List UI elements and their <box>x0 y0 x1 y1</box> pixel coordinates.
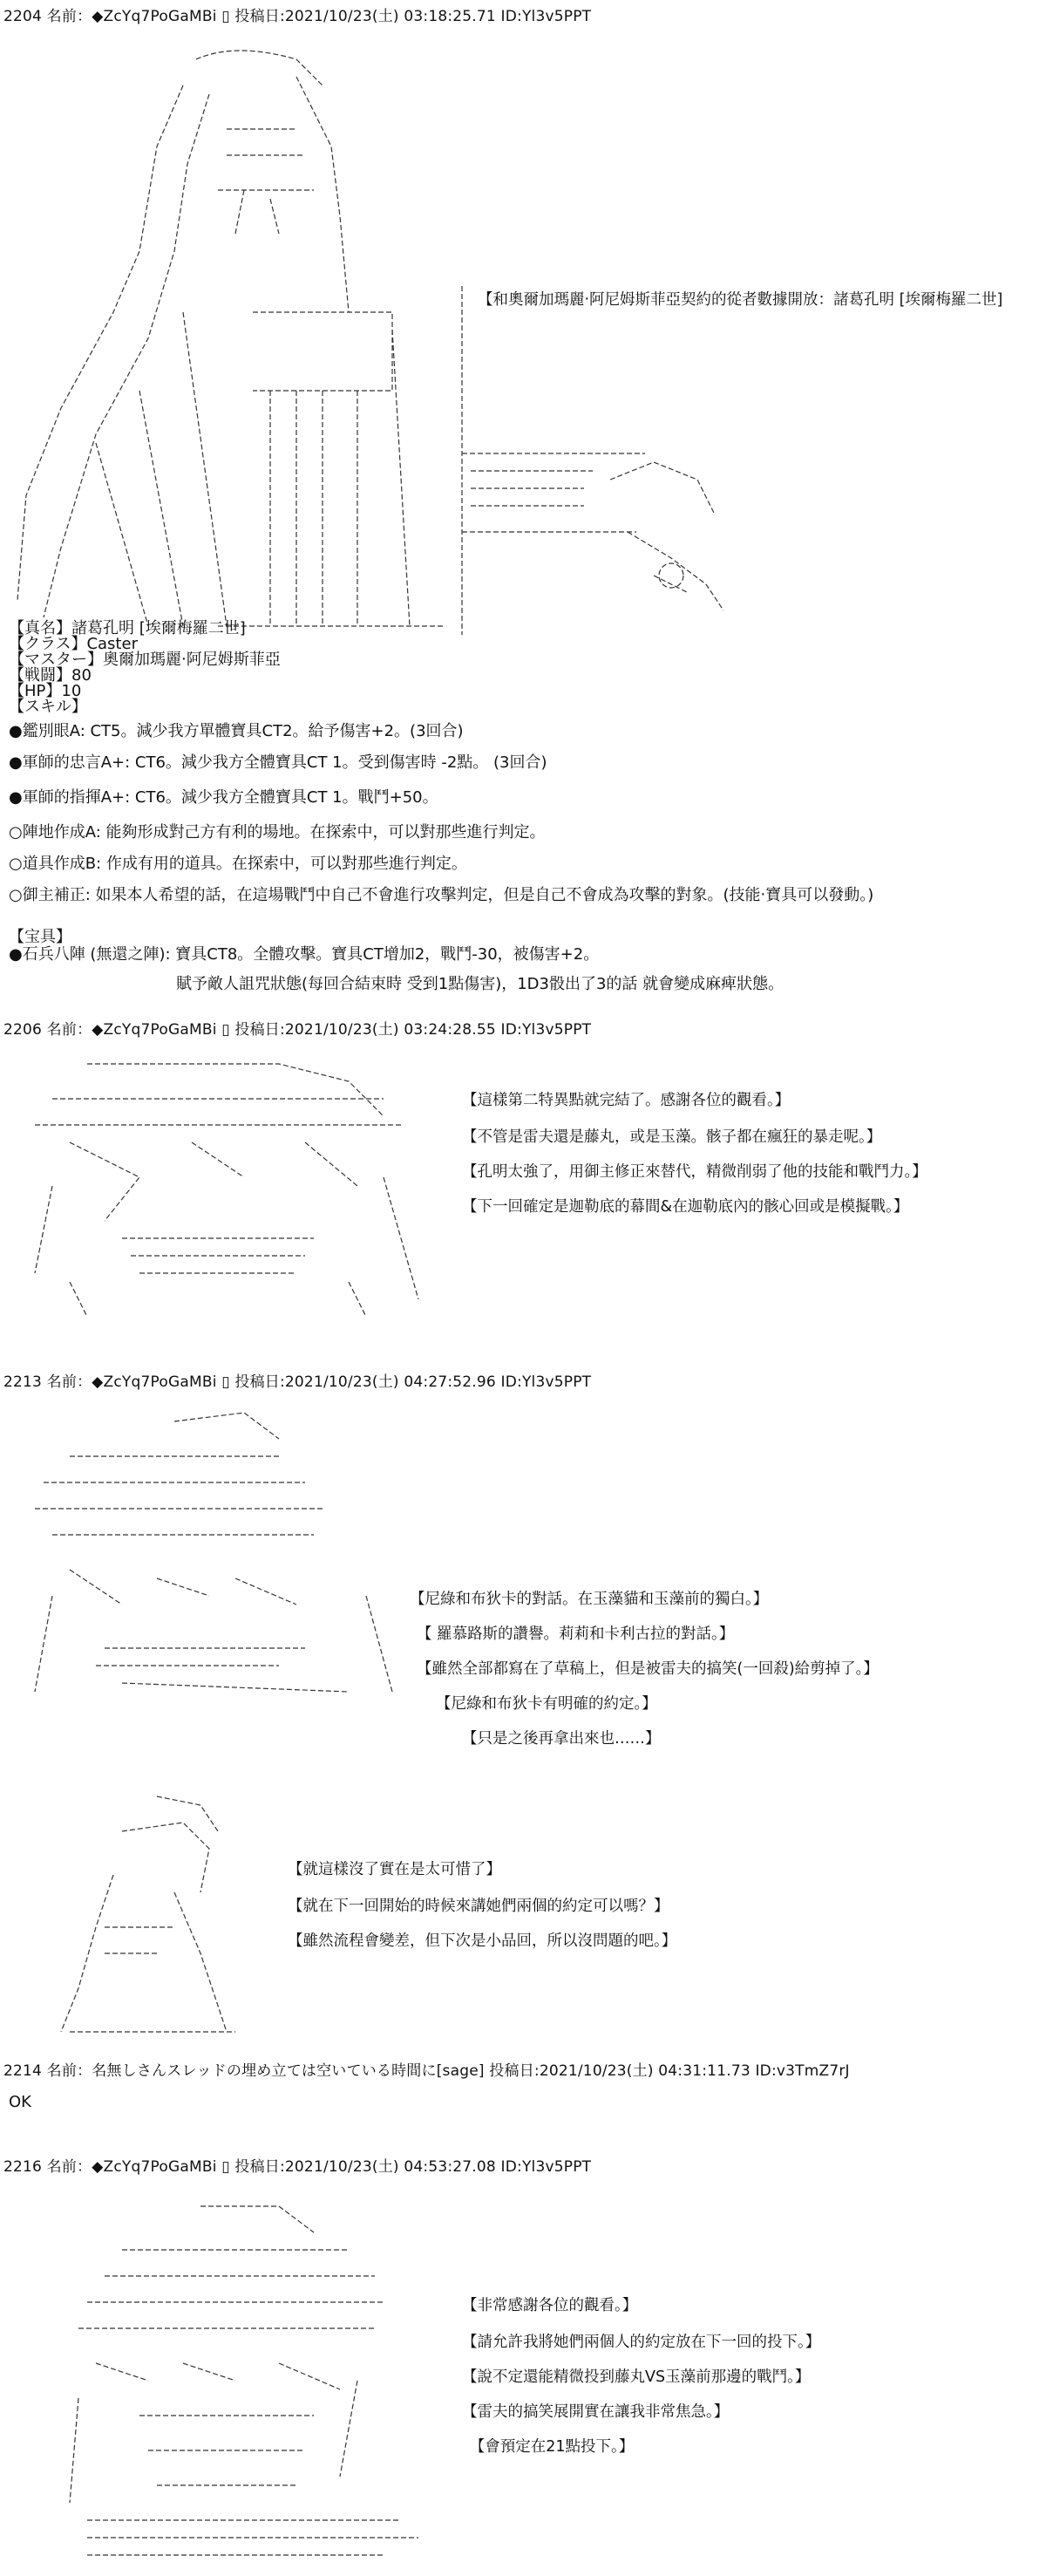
post-dialog-line: 【尼綠和布狄卡的對話。在玉藻貓和玉藻前的獨白。】 <box>410 1591 769 1608</box>
post-dialog-line: 【不管是雷夫還是藤丸，或是玉藻。骸子都在瘋狂的暴走呢。】 <box>462 1128 882 1146</box>
skill-line: ●軍師的忠言A+: CT6。減少我方全體寶具CT 1。受到傷害時 -2點。 (3回合) <box>9 753 547 772</box>
ascii-art-character <box>9 24 497 635</box>
post-dialog-line: 【雖然全部都寫在了草稿上，但是被雷夫的搞笑(一回殺)給剪掉了。】 <box>417 1660 879 1678</box>
post-header: 2216 名前：◆ZcYq7PoGaMBi ▯ 投稿日:2021/10/23(土) 04:53:27.08 ID:Yl3v5PPT <box>3 2158 592 2176</box>
post-header: 2206 名前：◆ZcYq7PoGaMBi ▯ 投稿日:2021/10/23(土) 03:24:28.55 ID:Yl3v5PPT <box>3 1021 592 1039</box>
ascii-art-character <box>17 1404 418 1735</box>
post-dialog-line: 【說不定還能精微投到藤丸VS玉藻前那邊的戰鬥。】 <box>462 2368 811 2386</box>
post-dialog-line: 【只是之後再拿出來也……】 <box>462 1730 661 1748</box>
noble-phantasm-heading: 【宝具】 <box>9 928 71 946</box>
post-dialog-line: 【孔明太強了，用御主修正來替代，精微削弱了他的技能和戰鬥力。】 <box>462 1163 927 1181</box>
noble-phantasm-line: 賦予敵人詛咒狀態(每回合結束時 受到1點傷害)，1D3骰出了3的話 就會變成麻痺狀態。 <box>113 975 784 993</box>
ascii-art-character <box>52 2189 453 2564</box>
post-dialog-line: 【這樣第二特異點就完結了。感謝各位的觀看。】 <box>462 1092 791 1109</box>
post-dialog-line: 【尼綠和布狄卡有明確的約定。】 <box>436 1695 657 1713</box>
skill-line: ○御主補正: 如果本人希望的話，在這場戰鬥中自己不會進行攻擊判定，但是自己不會成為攻擊的對象。(技能‧寶具可以發動。) <box>9 886 874 904</box>
skill-line: ○道具作成B: 作成有用的道具。在探索中，可以對那些進行判定。 <box>9 855 467 873</box>
post-dialog-line: 【 羅慕路斯的讚譽。莉莉和卡利古拉的對話。】 <box>417 1625 735 1643</box>
status-line: 【真名】諸葛孔明 [埃爾梅羅二世] <box>9 619 246 637</box>
status-line: 【マスター】奧爾加瑪麗‧阿尼姆斯菲亞 <box>9 651 281 669</box>
post-dialog-line: 【會預定在21點投下。】 <box>462 2438 635 2456</box>
post-dialog-line: 【就在下一回開始的時候來講她們兩個的約定可以嗎？】 <box>288 1898 669 1915</box>
post-header: 2214 名前：名無しさんスレッドの埋め立ては空いている時間に[sage] 投稿日:2021/10/23(土) 04:31:11.73 ID:v3TmZ7rJ <box>3 2062 850 2080</box>
post-dialog-line: 【非常感謝各位的觀看。】 <box>462 2297 638 2314</box>
post-dialog-line: 【雖然流程會變差，但下次是小品回，所以沒問題的吧。】 <box>288 1932 677 1950</box>
post-dialog-line: 【和奧爾加瑪麗‧阿尼姆斯菲亞契約的從者數據開放：諸葛孔明 [埃爾梅羅二世] <box>478 291 1003 309</box>
noble-phantasm-line: ●石兵八陣 (無還之陣): 寶具CT8。全體攻擊。寶具CT增加2，戰鬥-30，被傷害+2。 <box>9 945 600 964</box>
post-dialog-line: 【下一回確定是迦勒底的幕間&在迦勒底內的骸心回或是模擬戰。】 <box>462 1198 909 1216</box>
post-dialog-line: 【請允許我將她們兩個人的約定放在下一回的投下。】 <box>462 2334 821 2351</box>
skill-line: ●鑑別眼A: CT5。減少我方單體寶具CT2。給予傷害+2。(3回合) <box>9 722 464 740</box>
ascii-art-character <box>17 1046 445 1325</box>
status-line: 【スキル】 <box>9 698 87 716</box>
post-dialog-line: 【就這樣沒了實在是太可惜了】 <box>288 1861 501 1878</box>
post-header: 2213 名前：◆ZcYq7PoGaMBi ▯ 投稿日:2021/10/23(土) 04:27:52.96 ID:Yl3v5PPT <box>3 1373 592 1391</box>
ascii-art-pipe-hand <box>453 401 732 619</box>
ascii-art-character-small <box>26 1779 270 2041</box>
post-header: 2204 名前：◆ZcYq7PoGaMBi ▯ 投稿日:2021/10/23(土) 03:18:25.71 ID:Yl3v5PPT <box>3 8 592 25</box>
post-body: OK <box>9 2093 31 2111</box>
skill-line: ●軍師的指揮A+: CT6。減少我方全體寶具CT 1。戰鬥+50。 <box>9 788 438 807</box>
status-line: 【クラス】Caster <box>9 635 138 653</box>
post-dialog-line: 【雷夫的搞笑展開實在讓我非常焦急。】 <box>462 2403 730 2421</box>
status-line: 【戦闘】80 <box>9 666 92 685</box>
status-line: 【HP】10 <box>9 682 82 700</box>
skill-line: ○陣地作成A: 能夠形成對己方有利的場地。在探索中，可以對那些進行判定。 <box>9 823 546 842</box>
